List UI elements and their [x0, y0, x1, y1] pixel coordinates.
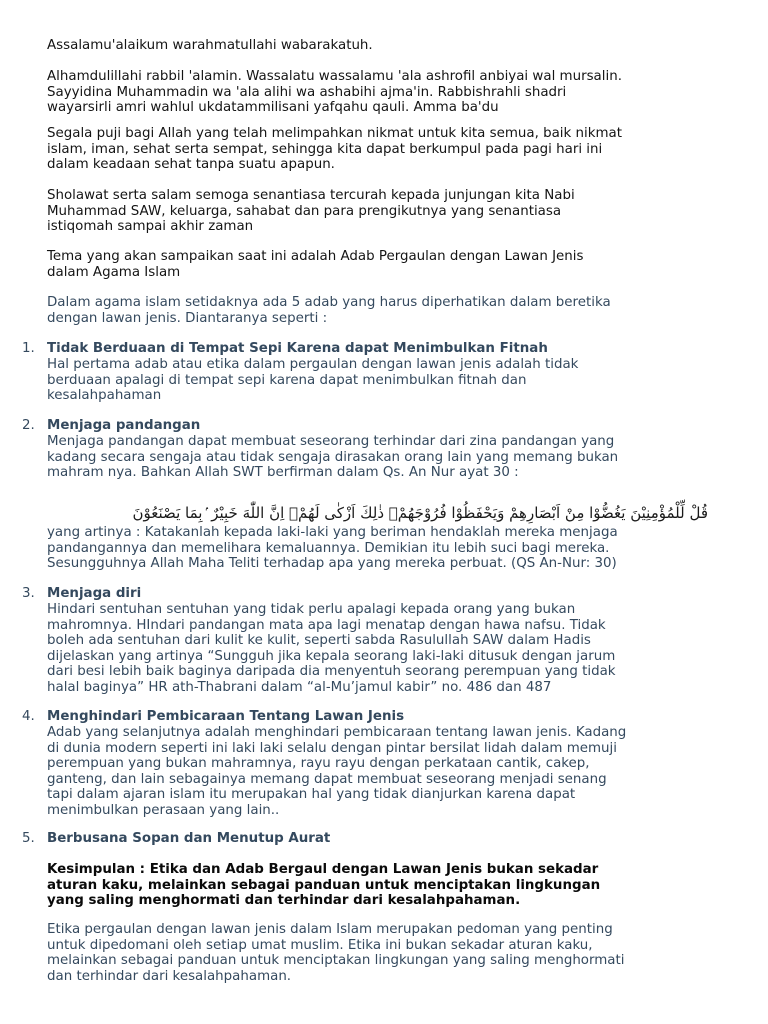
verse-translation: yang artinya : Katakanlah kepada laki-laki yang beriman hendaklah mereka menjaga pandangannya dan memelihara kemaluannya. Demikian itu lebih suci bagi mereka. Sesungguhnya Allah Maha Teliti terhadap apa yang mereka perbuat. (QS An-Nur: 30) [47, 525, 618, 572]
paragraph-puji: Segala puji bagi Allah yang telah melimpahkan nikmat untuk kita semua, baik nikmat islam, iman, sehat serta sempat, sehingga kita dapat berkumpul pada pagi hari ini dalam keadaan sehat tanpa suatu apapun. [47, 126, 622, 173]
item-body: Hindari sentuhan sentuhan yang tidak perlu apalagi kepada orang yang bukan mahromnya. HIndari pandangan mata apa lagi menatap dengan hawa nafsu. Tidak boleh ada sentuhan dari kulit ke kulit, seperti sabda Rasulullah SAW dalam Hadis dijelaskan yang artinya “Sungguh jika kepala seorang laki-laki ditusuk dengan jarum dari besi lebih baik baginya daripada dia menyentuh seorang perempuan yang tidak halal baginya” HR ath-Thabrani dalam “al-Mu’jamul kabir” no. 486 dan 487 [47, 602, 616, 695]
list-number: 5. [22, 831, 35, 846]
item-title: Tidak Berduaan di Tempat Sepi Karena dapat Menimbulkan Fitnah [47, 341, 548, 356]
paragraph-lead: Dalam agama islam setidaknya ada 5 adab yang harus diperhatikan dalam beretika dengan lawan jenis. Diantaranya seperti : [47, 295, 611, 326]
paragraph-tema: Tema yang akan sampaikan saat ini adalah Adab Pergaulan dengan Lawan Jenis dalam Agama Islam [47, 249, 584, 280]
item-body: Menjaga pandangan dapat membuat seseorang terhindar dari zina pandangan yang kadang secara sengaja atau tidak sengaja dirasakan orang lain yang memang bukan mahram nya. Bahkan Allah SWT berfirman dalam Qs. An Nur ayat 30 : [47, 434, 619, 481]
list-number: 4. [22, 709, 35, 724]
greeting-salam: Assalamu'alaikum warahmatullahi wabarakatuh. [47, 38, 373, 53]
arabic-verse: قُلْ لِّلْمُؤْمِنِيْنَ يَغُضُّوْا مِنْ اَبْصَارِهِمْ وَيَحْفَظُوْا فُرُوْجَهُمْۗ ذٰلِكَ اَزْكٰى لَهُمْۗ اِنَّ اللّٰهَ خَبِيْرٌ ۢبِمَا يَصْنَعُوْنَ [132, 504, 708, 522]
item-title: Berbusana Sopan dan Menutup Aurat [47, 831, 331, 846]
list-number: 1. [22, 341, 35, 356]
paragraph-sholawat: Sholawat serta salam semoga senantiasa tercurah kepada junjungan kita Nabi Muhammad SAW, keluarga, sahabat dan para prengikutnya yang senantiasa istiqomah sampai akhir zaman [47, 188, 575, 235]
item-title: Menghindari Pembicaraan Tentang Lawan Jenis [47, 709, 405, 724]
greeting-hamdalah: Alhamdulillahi rabbil 'alamin. Wassalatu wassalamu 'ala ashrofil anbiyai wal mursalin. Sayyidina Muhammadin wa 'ala alihi wa ashabihi ajma'in. Rabbishrahli shadri wayarsirli amri wahlul ukdatammilisani yafqahu qauli. Amma ba'du [47, 69, 622, 116]
conclusion-heading: Kesimpulan : Etika dan Adab Bergaul dengan Lawan Jenis bukan sekadar aturan kaku, melainkan sebagai panduan untuk menciptakan lingkungan yang saling menghormati dan terhindar dari kesalahpahaman. [47, 862, 601, 909]
item-title: Menjaga pandangan [47, 418, 201, 433]
list-number: 2. [22, 418, 35, 433]
item-body: Adab yang selanjutnya adalah menghindari pembicaraan tentang lawan jenis. Kadang di dunia modern seperti ini laki laki selalu dengan pintar bersilat lidah dalam memuji perempuan yang bukan mahramnya, rayu rayu dengan perkataan cantik, cakep, ganteng, dan lain sebagainya memang dapat membuat seseorang menjadi senang tapi dalam ajaran islam itu merupakan hal yang tidak dianjurkan karena dapat menimbulkan perasaan yang lain.. [47, 725, 627, 818]
conclusion-body: Etika pergaulan dengan lawan jenis dalam Islam merupakan pedoman yang penting untuk dipedomani oleh setiap umat muslim. Etika ini bukan sekadar aturan kaku, melainkan sebagai panduan untuk menciptakan lingkungan yang saling menghormati dan terhindar dari kesalahpahaman. [47, 922, 625, 984]
list-number: 3. [22, 586, 35, 601]
item-title: Menjaga diri [47, 586, 142, 601]
item-body: Hal pertama adab atau etika dalam pergaulan dengan lawan jenis adalah tidak berduaan apalagi di tempat sepi karena dapat menimbulkan fitnah dan kesalahpahaman [47, 357, 579, 404]
